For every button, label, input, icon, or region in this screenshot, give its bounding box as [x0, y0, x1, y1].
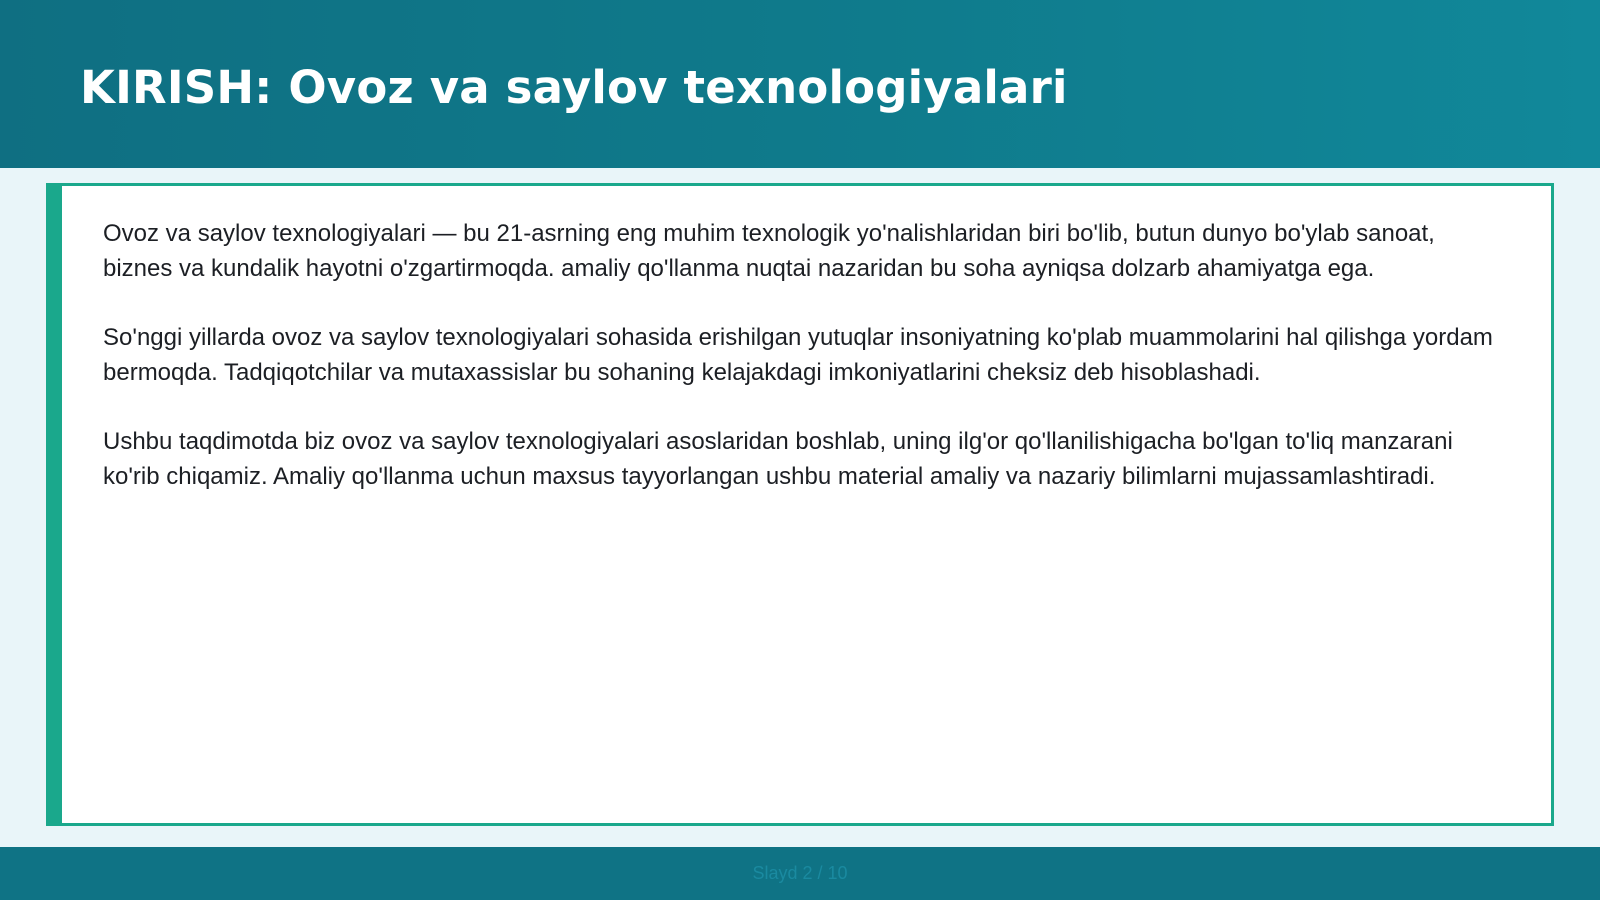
content-card	[46, 183, 1554, 826]
paragraph-3: Ushbu taqdimotda biz ovoz va saylov texnologiyalari asoslaridan boshlab, uning ilg'or qo'llanilishigacha bo'lgan to'liq manzarani ko'rib chiqamiz. Amaliy qo'llanma uchun maxsus tayyorlangan ushbu material amaliy va nazariy bilimlarni mujassamlashtiradi.	[103, 428, 1453, 490]
slide-footer	[0, 847, 1600, 900]
paragraph-1: Ovoz va saylov texnologiyalari — bu 21-asrning eng muhim texnologik yo'nalishlaridan biri bo'lib, butun dunyo bo'ylab sanoat, biznes va kundalik hayotni o'zgartirmoqda. amaliy qo'llanma nuqtai nazaridan bu soha ayniqsa dolzarb ahamiyatga ega.	[103, 220, 1435, 282]
content-body	[103, 217, 1493, 529]
slide-header	[0, 0, 1600, 168]
slide-title: KIRISH: Ovoz va saylov texnologiyalari	[80, 61, 1068, 114]
paragraph-2: So'nggi yillarda ovoz va saylov texnologiyalari sohasida erishilgan yutuqlar insoniyatning ko'plab muammolarini hal qilishga yordam bermoqda. Tadqiqotchilar va mutaxassislar bu sohaning kelajakdagi imkoniyatlarini cheksiz deb hisoblashadi.	[103, 324, 1493, 386]
page-number: Slayd 2 / 10	[752, 863, 848, 883]
